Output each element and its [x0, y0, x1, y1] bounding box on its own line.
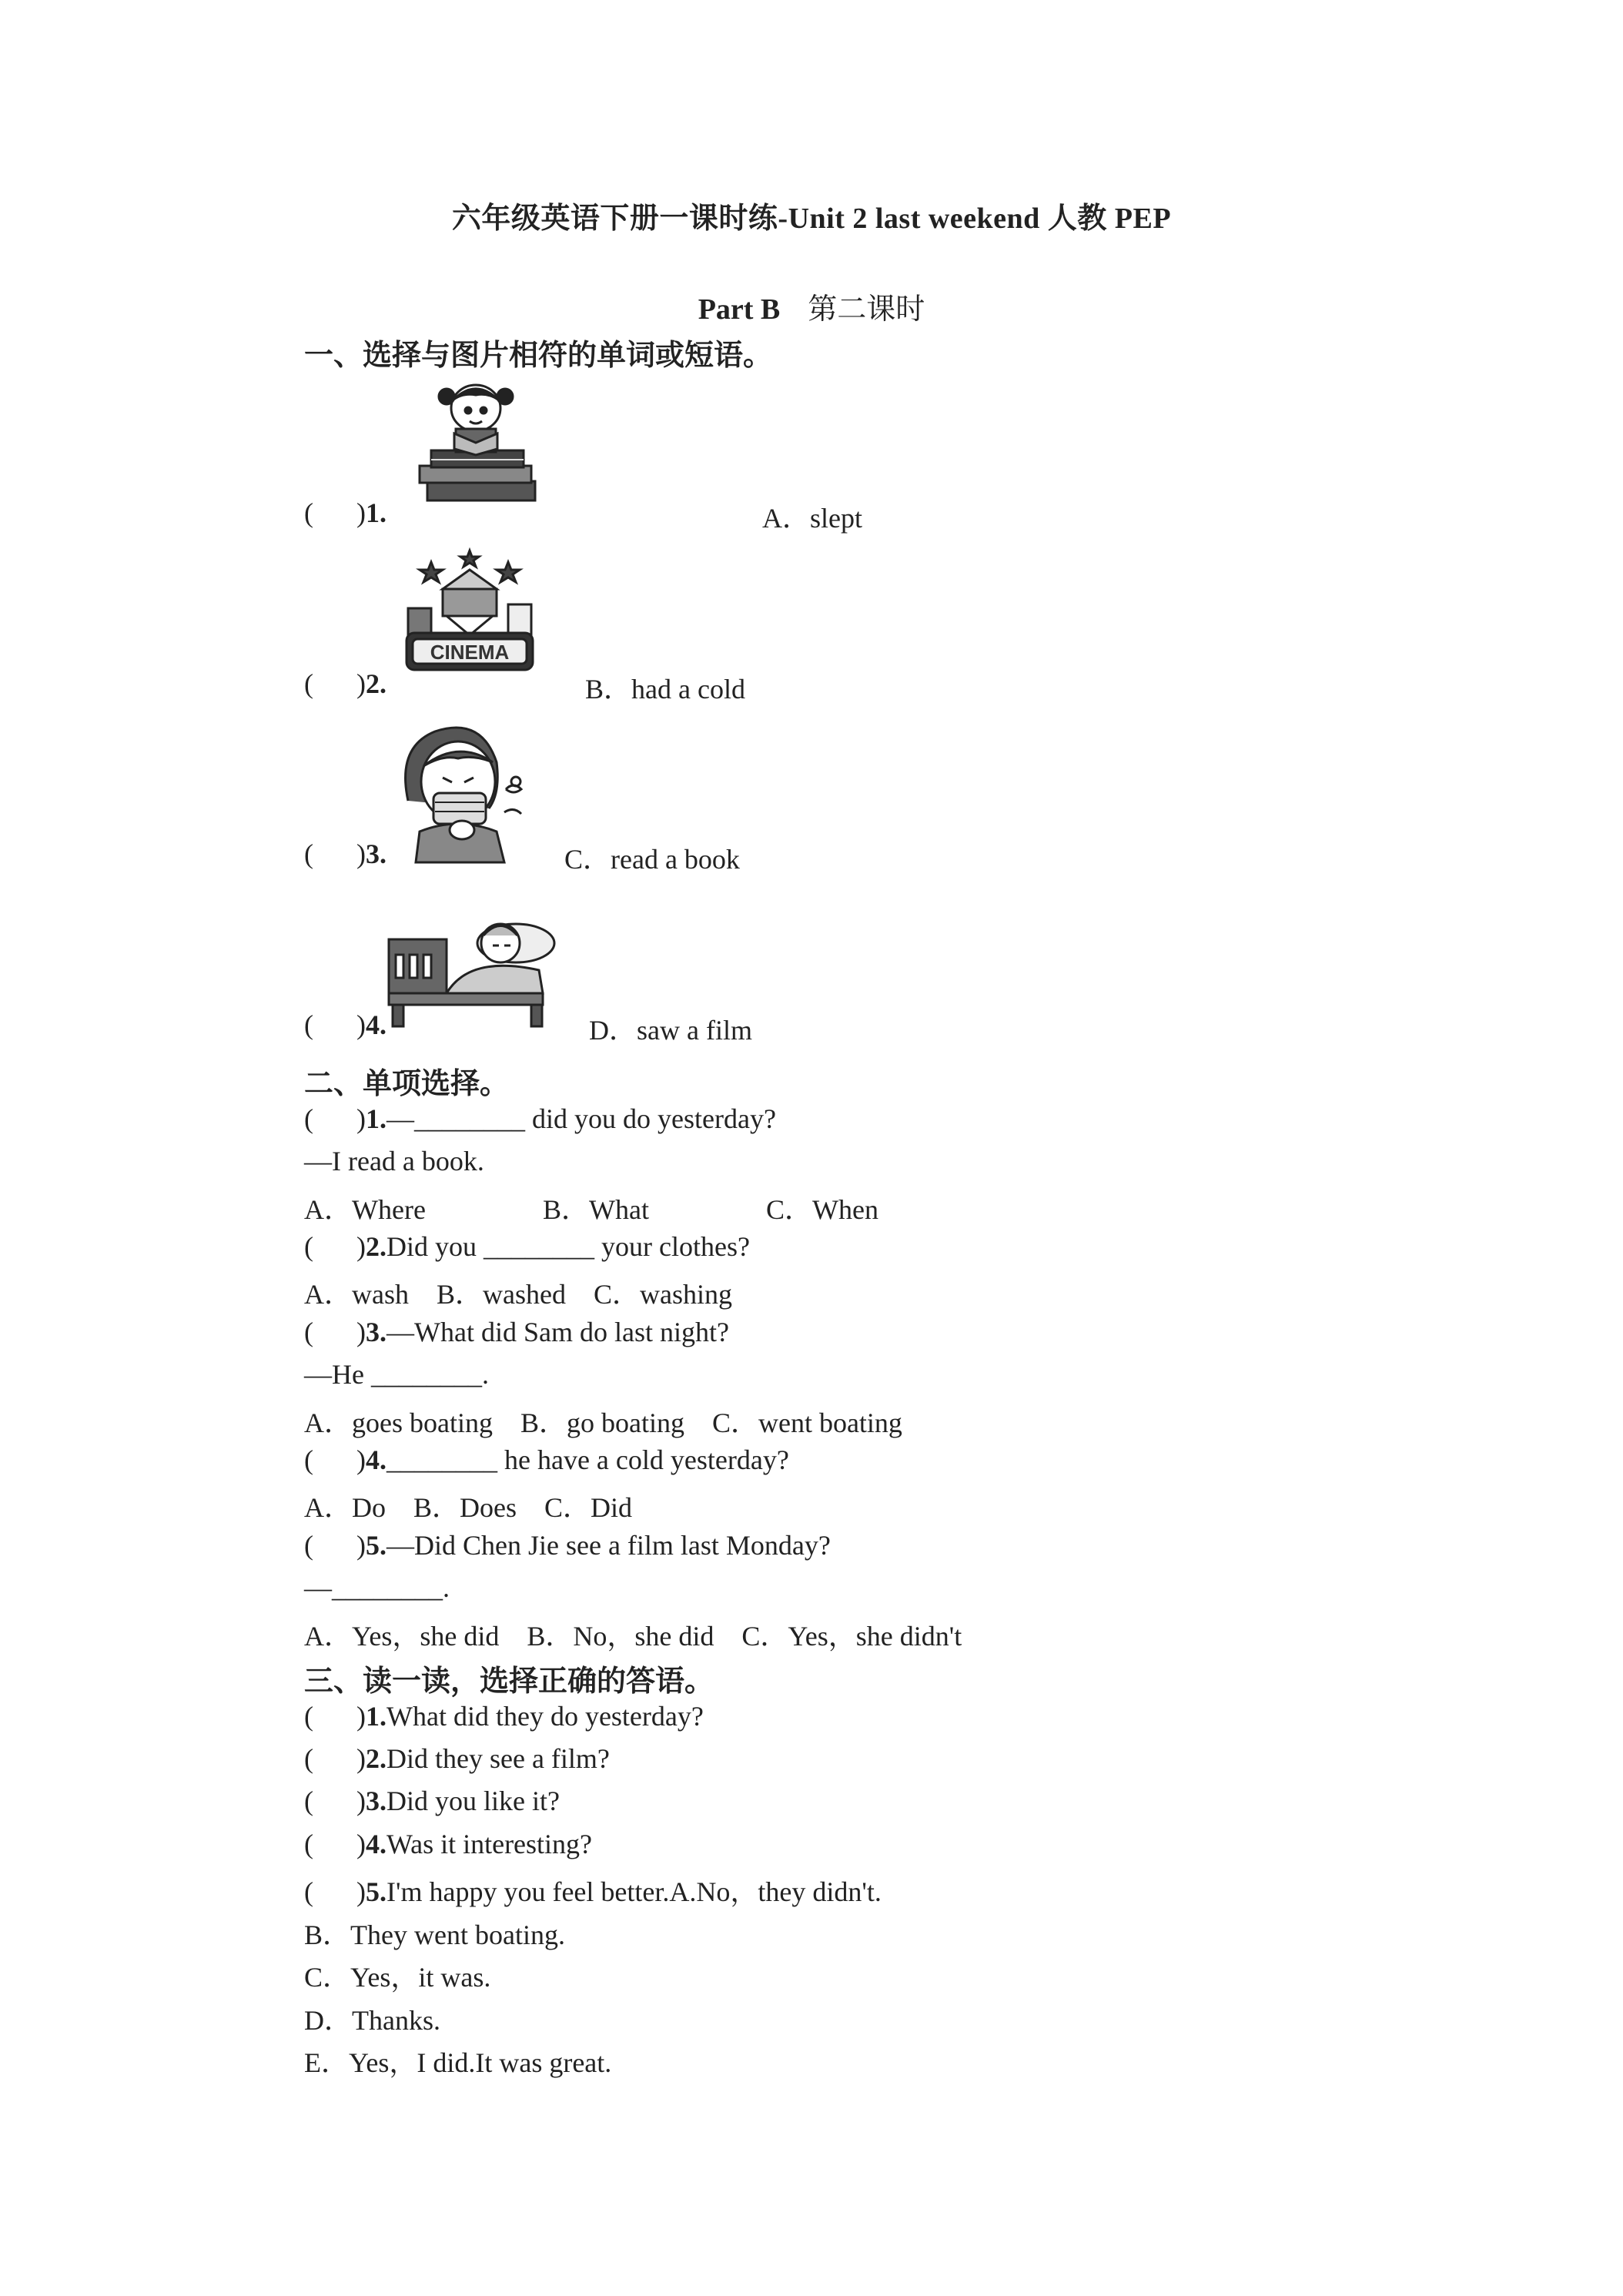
s1-option-b: B．had a cold — [585, 674, 745, 705]
answer-blank[interactable]: ( — [304, 1829, 313, 1859]
part-label: Part B — [698, 293, 781, 326]
paren-close: ) — [356, 1786, 366, 1816]
s2-q1-option-b: B．What — [543, 1194, 649, 1225]
s3-answer-b: B．They went boating. — [304, 1919, 565, 1950]
question-number: 3. — [366, 1317, 387, 1347]
s3-q5 — [304, 1870, 882, 1909]
s2-q2-options: A．wash B．washed C．washing — [304, 1279, 732, 1310]
paren-close: ) — [356, 838, 366, 869]
s2-q1-option-a: A．Where — [304, 1194, 426, 1225]
section3-heading: 三、读一读，选择正确的答语。 — [304, 1665, 714, 1698]
paren-close: ) — [356, 1103, 366, 1134]
s3-q4 — [304, 1828, 592, 1860]
question-text: Did you ________ your clothes? — [387, 1231, 750, 1262]
question-text: —________ did you do yesterday? — [387, 1103, 776, 1134]
question-text: ________ he have a cold yesterday? — [387, 1444, 789, 1475]
girl-reading-books-picture — [408, 373, 543, 516]
page-title: 六年级英语下册一课时练-Unit 2 last weekend 人教 PEP — [451, 202, 1172, 235]
s2-q5-answer: —________. — [304, 1572, 450, 1603]
s2-q3 — [304, 1316, 729, 1348]
lesson-subtitle — [0, 285, 1623, 327]
paren-close: ) — [356, 497, 366, 528]
s2-q3-options: A．goes boating B．go boating C．went boating — [304, 1407, 902, 1438]
s1-option-c: C．read a book — [564, 844, 740, 875]
s1-item-2 — [304, 668, 387, 700]
section2-heading: 二、单项选择。 — [304, 1068, 510, 1100]
s3-answer-d: D．Thanks. — [304, 2005, 440, 2036]
s2-q1-option-c: C．When — [766, 1194, 878, 1225]
s1-option-a: A．slept — [762, 503, 862, 534]
answer-blank[interactable]: ( — [304, 1876, 313, 1907]
item-number: 1. — [366, 497, 387, 528]
paren-close: ) — [356, 668, 366, 699]
s3-q1 — [304, 1700, 704, 1732]
question-number: 2. — [366, 1231, 387, 1262]
answer-blank[interactable]: ( — [304, 1444, 313, 1475]
paren-close: ) — [356, 1743, 366, 1774]
question-text: What did they do yesterday? — [387, 1701, 704, 1732]
question-text: Was it interesting? — [387, 1829, 593, 1859]
item-number: 3. — [366, 838, 387, 869]
s1-option-d: D．saw a film — [589, 1015, 752, 1046]
answer-blank[interactable]: ( — [304, 668, 313, 699]
section1-heading: 一、选择与图片相符的单词或短语。 — [304, 340, 773, 372]
paren-close: ) — [356, 1829, 366, 1859]
s3-q2 — [304, 1742, 610, 1775]
item-number: 2. — [366, 668, 387, 699]
question-number: 5. — [366, 1530, 387, 1561]
paren-close: ) — [356, 1317, 366, 1347]
answer-blank[interactable]: ( — [304, 497, 313, 528]
s2-q2 — [304, 1230, 750, 1263]
cinema-label: CINEMA — [430, 641, 510, 664]
paren-close: ) — [356, 1701, 366, 1732]
boy-sleeping-picture — [385, 901, 562, 1028]
s3-answer-c: C．Yes，it was. — [304, 1962, 491, 1993]
s2-q1 — [304, 1103, 776, 1135]
s1-item-1 — [304, 497, 387, 529]
question-number: 4. — [366, 1829, 387, 1859]
answer-blank[interactable]: ( — [304, 1317, 313, 1347]
lesson-label: 第二课时 — [808, 293, 925, 326]
s2-q5 — [304, 1529, 831, 1561]
answer-blank[interactable]: ( — [304, 1786, 313, 1816]
question-number: 2. — [366, 1743, 387, 1774]
s1-item-3 — [304, 838, 387, 870]
question-number: 1. — [366, 1701, 387, 1732]
item-number: 4. — [366, 1009, 387, 1040]
paren-close: ) — [356, 1444, 366, 1475]
question-number: 4. — [366, 1444, 387, 1475]
question-text: I'm happy you feel better.A.No，they didn't. — [387, 1876, 882, 1907]
s1-item-4 — [304, 1009, 387, 1041]
answer-blank[interactable]: ( — [304, 1231, 313, 1262]
paren-close: ) — [356, 1530, 366, 1561]
paren-close: ) — [356, 1231, 366, 1262]
answer-blank[interactable]: ( — [304, 1701, 313, 1732]
s3-q3 — [304, 1785, 560, 1817]
s2-q5-options: A．Yes，she did B．No，she did C．Yes，she didn't — [304, 1621, 962, 1652]
answer-blank[interactable]: ( — [304, 1743, 313, 1774]
answer-blank[interactable]: ( — [304, 1009, 313, 1040]
question-text: —What did Sam do last night? — [387, 1317, 729, 1347]
question-text: —Did Chen Jie see a film last Monday? — [387, 1530, 831, 1561]
question-number: 1. — [366, 1103, 387, 1134]
s2-q4-options: A．Do B．Does C．Did — [304, 1492, 633, 1523]
question-number: 5. — [366, 1876, 387, 1907]
question-number: 3. — [366, 1786, 387, 1816]
girl-with-mask-picture — [389, 716, 535, 866]
question-text: Did they see a film? — [387, 1743, 610, 1774]
s2-q4 — [304, 1444, 789, 1476]
answer-blank[interactable]: ( — [304, 1530, 313, 1561]
answer-blank[interactable]: ( — [304, 1103, 313, 1134]
s3-answer-e: E．Yes，I did.It was great. — [304, 2047, 612, 2078]
question-text: Did you like it? — [387, 1786, 560, 1816]
s2-q1-answer: —I read a book. — [304, 1146, 484, 1176]
cinema-sign-picture — [400, 547, 539, 681]
answer-blank[interactable]: ( — [304, 838, 313, 869]
s2-q3-answer: —He ________. — [304, 1359, 489, 1390]
paren-close: ) — [356, 1876, 366, 1907]
paren-close: ) — [356, 1009, 366, 1040]
